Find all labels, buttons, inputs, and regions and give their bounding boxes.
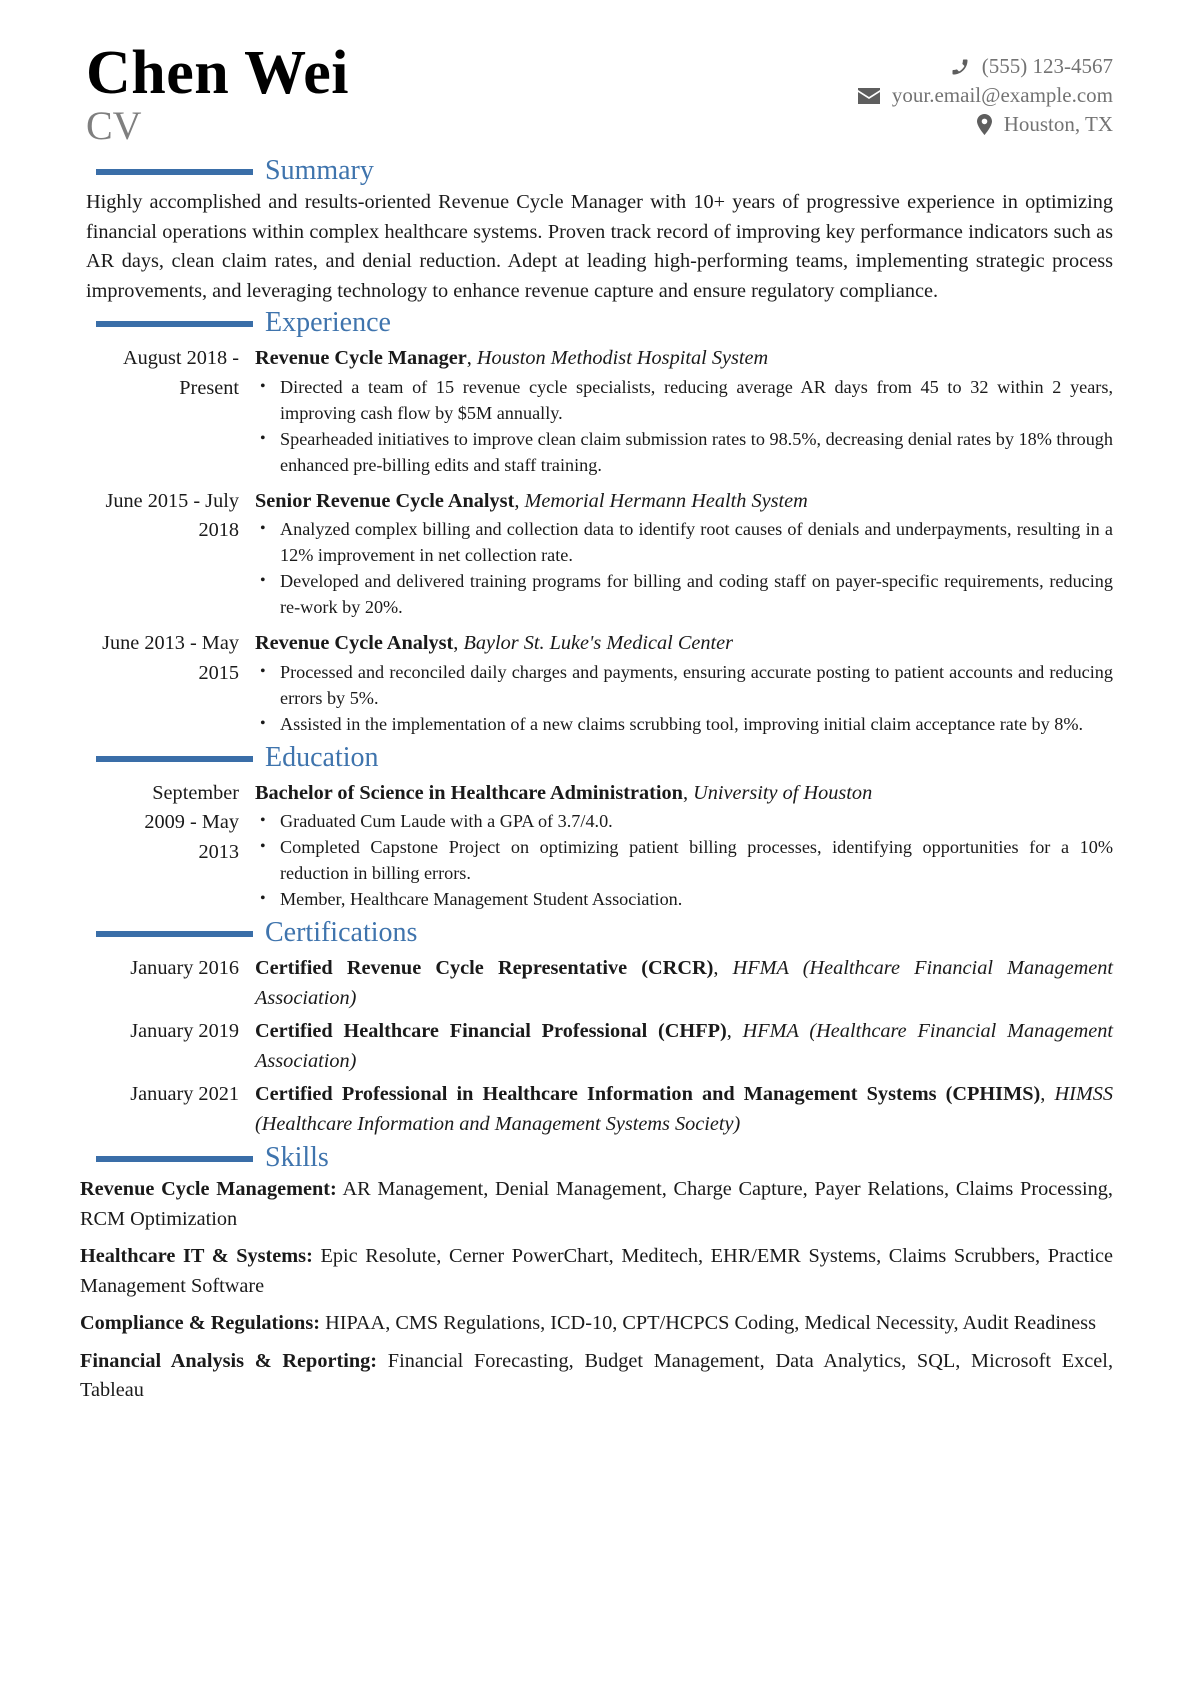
bullet-item: • Completed Capstone Project on optimizing patient billing processes, identifying opportunities for a 10% reduction in billing errors. [255,834,1113,886]
location: Houston, TX [1003,112,1113,136]
experience-entry [86,629,1113,737]
entry-body [247,344,1113,478]
experience-entry [86,344,1113,478]
entry-body [247,629,1113,737]
section-summary-heading [96,154,1113,188]
skill-list: Financial Forecasting, Budget Management, Data Analytics, SQL, Microsoft Excel, Tableau [80,1349,1114,1401]
entry-date: August 2018 - Present [122,347,239,399]
section-certifications-heading [96,916,1113,950]
skill-category: Revenue Cycle Management: [80,1178,337,1200]
bullet-item: • Developed and delivered training programs for billing and coding staff on payer-specific requirements, reducing re-work by 20%. [255,568,1113,620]
certification-title: Certified Revenue Cycle Representative (CRCR) [255,957,714,979]
contact-email [858,81,1113,110]
section-rule [96,169,253,175]
entry-date: January 2016 [130,957,239,979]
summary-text: Highly accomplished and results-oriented Revenue Cycle Manager with 10+ years of progressive experience in optimizing financial operations within complex healthcare systems. Proven track record of improving key performance indicators such as AR days, clean claim rates, and denial reduction. Adept at leading high-performing teams, implementing strategic process improvements, and leveraging technology to enhance revenue capture and ensure regulatory compliance. [86,191,1113,302]
section-title: Experience [265,307,391,338]
phone-number[interactable]: (555) 123-4567 [981,54,1113,78]
entry-body [247,487,1113,621]
entry-body: Certified Professional in Healthcare Information and Management Systems (CPHIMS), HIMSS (Healthcare Information and Management Systems Society) [255,1083,1114,1135]
section-skills-heading [96,1141,1113,1175]
certification-entry [86,1017,1113,1076]
certification-title: Certified Healthcare Financial Professional (CHFP) [255,1020,727,1042]
entry-heading: Senior Revenue Cycle Analyst, Memorial Hermann Health System [255,489,808,512]
entry-body: Certified Healthcare Financial Professional (CHFP), HFMA (Healthcare Financial Management Association) [255,1020,1114,1072]
contact-phone [858,52,1113,81]
issuer: HFMA (Healthcare Financial Management Association) [255,1020,1114,1072]
employer: Baylor St. Luke's Medical Center [463,632,734,654]
skill-category: Financial Analysis & Reporting: [80,1349,378,1372]
section-title: Skills [265,1142,329,1173]
email-address[interactable]: your.email@example.com [891,83,1113,107]
entry-date: June 2013 - May 2015 [102,632,239,684]
bullet-item: • Processed and reconciled daily charges and payments, ensuring accurate posting to patient accounts and reducing errors by 5%. [255,659,1113,711]
issuer: HIMSS (Healthcare Information and Management Systems Society) [255,1083,1114,1135]
degree-title: Bachelor of Science in Healthcare Administration [255,781,683,804]
cv-header [86,39,1113,154]
contact-location [858,110,1113,139]
entry-date: June 2015 - July 2018 [105,489,239,541]
skill-category: Healthcare IT & Systems: [80,1245,313,1267]
envelope-icon [858,88,880,104]
experience-entry [86,487,1113,621]
entry-body: Certified Revenue Cycle Representative (CRCR), HFMA (Healthcare Financial Management Association) [255,957,1114,1009]
entry-date: January 2019 [130,1020,239,1042]
bullet-item: • Graduated Cum Laude with a GPA of 3.7/4.0. [255,808,1113,834]
skill-group [80,1347,1113,1406]
bullet-list [255,374,1113,478]
bullet-item: • Spearheaded initiatives to improve clean claim submission rates to 98.5%, decreasing denial rates by 18% through enhanced pre-billing edits and staff training. [255,426,1113,478]
section-title: Summary [265,155,374,186]
bullet-list [255,659,1113,737]
skill-group [80,1175,1113,1234]
bullet-item: • Analyzed complex billing and collection data to identify root causes of denials and underpayments, resulting in a 12% improvement in net collection rate. [255,516,1113,568]
candidate-name: Chen Wei [86,39,349,107]
section-title: Education [265,741,379,773]
entry-heading: Revenue Cycle Analyst, Baylor St. Luke's Medical Center [255,632,734,654]
entry-body [247,779,1113,913]
skill-group [80,1309,1113,1339]
employer: Memorial Hermann Health System [524,489,808,512]
skill-category: Compliance & Regulations: [80,1312,320,1334]
cv-page [80,39,1114,1414]
bullet-item: • Directed a team of 15 revenue cycle specialists, reducing average AR days from 45 to 32 within 2 years, improving cash flow by $5M annually. [255,374,1113,426]
certification-entry [86,1080,1113,1139]
entry-heading: Revenue Cycle Manager, Houston Methodist Hospital System [255,347,769,369]
certification-entry [86,954,1113,1013]
bullet-list [255,808,1113,912]
section-rule [96,1156,253,1162]
section-rule [96,931,253,937]
map-marker-icon [977,114,992,135]
entry-heading: Bachelor of Science in Healthcare Administration, University of Houston [255,781,873,804]
contact-info [858,52,1113,139]
certification-title: Certified Professional in Healthcare Information and Management Systems (CPHIMS) [255,1083,1041,1105]
employer: Houston Methodist Hospital System [476,347,769,369]
skill-group [80,1242,1113,1301]
phone-icon [950,57,970,77]
section-education-heading [96,741,1113,775]
job-title: Revenue Cycle Manager [255,347,467,369]
bullet-item: • Member, Healthcare Management Student Association. [255,886,1113,912]
skill-list: Epic Resolute, Cerner PowerChart, Meditech, EHR/EMR Systems, Claims Scrubbers, Practice Management Software [80,1245,1113,1297]
section-rule [96,756,253,762]
education-entry [86,779,1113,913]
bullet-item: • Assisted in the implementation of a new claims scrubbing tool, improving initial claim acceptance rate by 8%. [255,711,1113,737]
skill-list: HIPAA, CMS Regulations, ICD-10, CPT/HCPCS Coding, Medical Necessity, Audit Readiness [325,1312,1096,1334]
issuer: HFMA (Healthcare Financial Management Association) [255,957,1114,1009]
section-experience-heading [96,306,1113,340]
bullet-list [255,516,1113,620]
entry-date: January 2021 [130,1083,239,1105]
document-subtitle: CV [86,103,142,148]
section-title: Certifications [265,917,418,948]
section-rule [96,321,253,327]
entry-date: September 2009 - May 2013 [144,781,239,863]
job-title: Senior Revenue Cycle Analyst [255,489,515,512]
institution: University of Houston [693,781,873,804]
job-title: Revenue Cycle Analyst [255,632,454,654]
skill-list: AR Management, Denial Management, Charge Capture, Payer Relations, Claims Processing, RCM Optimization [80,1178,1114,1230]
